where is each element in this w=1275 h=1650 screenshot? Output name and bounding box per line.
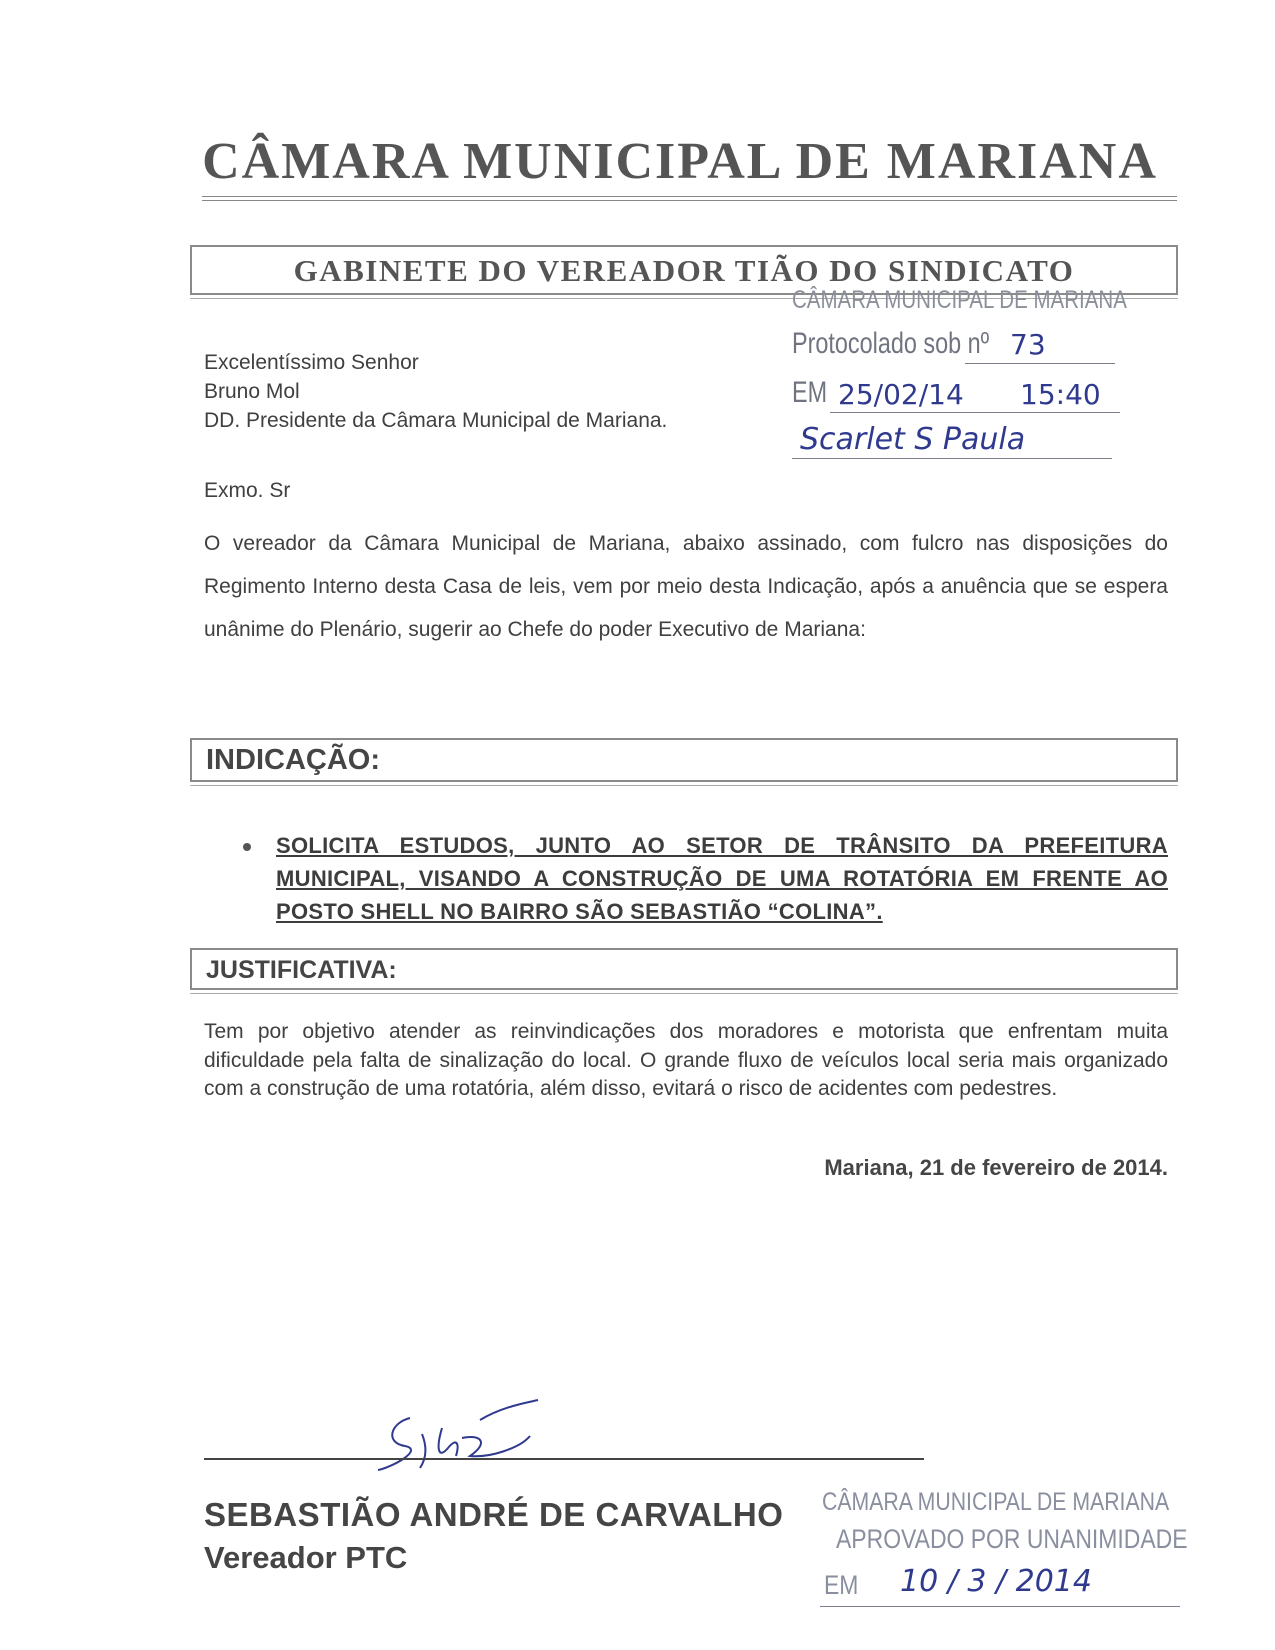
title-rule-bottom	[202, 200, 1177, 201]
indication-item: SOLICITA ESTUDOS, JUNTO AO SETOR DE TRÂNSITO DA PREFEITURA MUNICIPAL, VISANDO A CONSTRUÇÃO DE UMA ROTATÓRIA EM FRENTE AO POSTO SHELL NO BAIRRO SÃO SEBASTIÃO “COLINA”.	[276, 833, 1168, 924]
intro-paragraph: O vereador da Câmara Municipal de Mariana, abaixo assinado, com fulcro nas disposições do Regimento Interno desta Casa de leis, vem por meio desta Indicação, após a anuência que se espera unânime do Plenário, sugerir ao Chefe do poder Executivo de Mariana:	[204, 532, 1168, 641]
signatory-name: SEBASTIÃO ANDRÉ DE CARVALHO	[204, 1496, 784, 1533]
protocol-stamp-org: CÂMARA MUNICIPAL DE MARIANA	[792, 286, 1127, 314]
signature-line	[204, 1458, 924, 1460]
protocol-time: 15:40	[1020, 378, 1101, 411]
protocol-em-label: EM	[792, 376, 828, 409]
protocol-number: 73	[1010, 328, 1046, 361]
protocol-date-line	[830, 412, 1120, 413]
approval-stamp-em: EM	[824, 1570, 859, 1600]
signatory-role: Vereador PTC	[204, 1540, 408, 1575]
protocol-date: 25/02/14	[838, 378, 964, 411]
approval-date: 10 / 3 / 2014	[900, 1564, 1092, 1599]
approval-stamp-org: CÂMARA MUNICIPAL DE MARIANA	[822, 1488, 1170, 1516]
addressee-line-3: DD. Presidente da Câmara Municipal de Mariana.	[204, 409, 668, 432]
title-rule-top	[202, 196, 1177, 197]
indication-heading: INDICAÇÃO:	[206, 744, 380, 776]
justification-heading-box	[190, 948, 1178, 990]
signature-scribble	[370, 1398, 560, 1478]
protocol-number-line	[965, 363, 1115, 364]
salutation: Exmo. Sr	[204, 479, 291, 502]
addressee-line-2: Bruno Mol	[204, 380, 300, 403]
protocol-signature: Scarlet S Paula	[800, 422, 1026, 457]
date-line: Mariana, 21 de fevereiro de 2014.	[824, 1155, 1168, 1180]
chamber-title: CÂMARA MUNICIPAL DE MARIANA	[202, 133, 1158, 190]
addressee-line-1: Excelentíssimo Senhor	[204, 351, 419, 374]
justification-paragraph: Tem por objetivo atender as reinvindicações dos moradores e motorista que enfrentam muita dificuldade pela falta de sinalização do local. O grande fluxo de veículos local seria mais organizado com a construção de uma rotatória, além disso, evitará o risco de acidentes com pedestres.	[204, 1020, 1168, 1100]
cabinet-title: GABINETE DO VEREADOR TIÃO DO SINDICATO	[293, 253, 1075, 288]
protocol-signature-line	[792, 458, 1112, 459]
approval-stamp-status: APROVADO POR UNANIMIDADE	[836, 1524, 1188, 1554]
protocol-label: Protocolado sob nº	[792, 327, 990, 360]
justification-heading: JUSTIFICATIVA:	[206, 956, 397, 984]
bullet-icon	[243, 843, 251, 851]
indication-heading-box	[190, 738, 1178, 782]
approval-date-line	[820, 1606, 1180, 1607]
